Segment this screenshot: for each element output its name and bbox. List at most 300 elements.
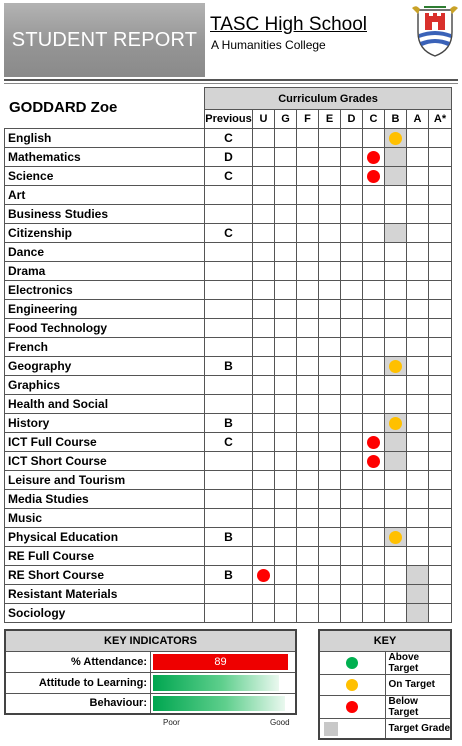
grade-cell: [429, 357, 452, 376]
subject-row: [5, 148, 452, 167]
subject-name: Graphics: [5, 376, 205, 395]
school-crest-icon: [410, 4, 460, 58]
grade-cell: [319, 547, 341, 566]
grade-cell: [429, 243, 452, 262]
grade-cell: [341, 604, 363, 623]
grade-cell: [341, 528, 363, 547]
subject-row: [5, 490, 452, 509]
grade-cell: [253, 300, 275, 319]
grade-cell: [363, 395, 385, 414]
grade-cell: [297, 547, 319, 566]
grade-cell: [341, 167, 363, 186]
subject-row: [5, 300, 452, 319]
grade-cell: [297, 604, 319, 623]
previous-grade: B: [205, 414, 253, 433]
current-grade-marker: [367, 455, 380, 468]
grade-cell: [297, 414, 319, 433]
grade-cell: [363, 167, 385, 186]
grade-cell: [253, 338, 275, 357]
grade-cell: [385, 338, 407, 357]
grade-cell: [297, 490, 319, 509]
subject-row: [5, 471, 452, 490]
scale-poor-label: Poor: [163, 718, 180, 727]
key-item: [319, 718, 451, 739]
grade-cell: [253, 604, 275, 623]
grade-cell: [275, 281, 297, 300]
grade-cell: [341, 566, 363, 585]
grade-cell: [253, 148, 275, 167]
grade-cell: [297, 262, 319, 281]
subject-name: Mathematics: [5, 148, 205, 167]
grade-cell: [407, 490, 429, 509]
target-grade-swatch: [324, 722, 338, 736]
grade-cell: [429, 300, 452, 319]
grade-cell: [253, 186, 275, 205]
grade-cell: [275, 585, 297, 604]
grade-cell: [385, 509, 407, 528]
previous-grade: [205, 471, 253, 490]
subject-name: Citizenship: [5, 224, 205, 243]
grade-cell: [275, 395, 297, 414]
target-grade-cell: [385, 148, 407, 167]
grade-cell: [253, 566, 275, 585]
grade-cell: [319, 414, 341, 433]
grade-cell: [253, 319, 275, 338]
grade-cell: [319, 452, 341, 471]
grade-cell: [407, 262, 429, 281]
grade-cell: [341, 281, 363, 300]
grade-cell: [363, 281, 385, 300]
grade-cell: [429, 414, 452, 433]
grade-cell: [297, 186, 319, 205]
school-subtitle: A Humanities College: [211, 38, 326, 52]
target-grade-cell: [407, 585, 429, 604]
grade-cell: [275, 604, 297, 623]
grade-cell: [341, 452, 363, 471]
grade-cell: [319, 205, 341, 224]
grade-cell: [363, 338, 385, 357]
grade-cell: [429, 471, 452, 490]
current-grade-marker: [367, 170, 380, 183]
column-header: A*: [429, 110, 452, 129]
grade-cell: [341, 471, 363, 490]
grade-cell: [385, 471, 407, 490]
current-grade-marker: [389, 360, 402, 373]
report-title-banner: [4, 3, 205, 77]
grade-cell: [341, 300, 363, 319]
grade-cell: [275, 129, 297, 148]
grade-cell: [363, 376, 385, 395]
grade-cell: [341, 395, 363, 414]
grade-cell: [253, 205, 275, 224]
grade-cell: [319, 528, 341, 547]
grade-cell: [429, 547, 452, 566]
target-grade-cell: [385, 528, 407, 547]
subject-row: [5, 433, 452, 452]
grade-cell: [363, 205, 385, 224]
grade-cell: [363, 509, 385, 528]
subject-row: [5, 585, 452, 604]
subject-name: Sociology: [5, 604, 205, 623]
grade-cell: [275, 224, 297, 243]
target-grade-cell: [385, 452, 407, 471]
grade-cell: [297, 205, 319, 224]
grade-cell: [253, 452, 275, 471]
grade-cell: [319, 471, 341, 490]
subject-name: Music: [5, 509, 205, 528]
report-title: STUDENT REPORT: [11, 28, 198, 51]
subject-name: Health and Social: [5, 395, 205, 414]
grade-cell: [407, 281, 429, 300]
grade-cell: [363, 357, 385, 376]
grade-cell: [297, 319, 319, 338]
grade-cell: [297, 471, 319, 490]
column-header: Previous: [205, 110, 253, 129]
grade-cell: [297, 243, 319, 262]
behaviour-label: Behaviour:: [5, 693, 151, 714]
grade-cell: [275, 433, 297, 452]
key-indicators-title: KEY INDICATORS: [5, 630, 296, 651]
current-grade-marker: [389, 132, 402, 145]
attendance-label: % Attendance:: [5, 651, 151, 672]
subject-name: History: [5, 414, 205, 433]
grade-cell: [297, 338, 319, 357]
previous-grade: C: [205, 224, 253, 243]
grade-cell: [363, 148, 385, 167]
column-header: A: [407, 110, 429, 129]
subject-name: Media Studies: [5, 490, 205, 509]
grade-cell: [253, 129, 275, 148]
key-dot-swatch: [346, 701, 358, 713]
grade-cell: [297, 300, 319, 319]
grade-cell: [407, 547, 429, 566]
subject-name: Food Technology: [5, 319, 205, 338]
previous-grade: [205, 205, 253, 224]
grade-cell: [275, 452, 297, 471]
key-indicators-panel: [4, 629, 297, 715]
previous-grade: [205, 547, 253, 566]
grade-cell: [341, 414, 363, 433]
previous-grade: C: [205, 433, 253, 452]
subject-row: [5, 452, 452, 471]
column-header: C: [363, 110, 385, 129]
grade-cell: [297, 528, 319, 547]
subject-row: [5, 604, 452, 623]
grade-cell: [275, 547, 297, 566]
grade-cell: [297, 129, 319, 148]
grade-cell: [297, 395, 319, 414]
behaviour-bar: [153, 696, 285, 712]
grade-cell: [429, 395, 452, 414]
key-label: Above Target: [385, 651, 451, 674]
column-header: D: [341, 110, 363, 129]
grade-cell: [341, 262, 363, 281]
grade-cell: [407, 243, 429, 262]
current-grade-marker: [257, 569, 270, 582]
grade-cell: [275, 205, 297, 224]
grade-cell: [363, 585, 385, 604]
grade-cell: [253, 357, 275, 376]
grade-cell: [341, 205, 363, 224]
key-label: Below Target: [385, 695, 451, 718]
grade-cell: [297, 566, 319, 585]
subject-row: [5, 167, 452, 186]
grade-cell: [407, 414, 429, 433]
grade-cell: [253, 585, 275, 604]
grade-cell: [341, 186, 363, 205]
previous-grade: C: [205, 167, 253, 186]
grade-cell: [275, 300, 297, 319]
subject-row: [5, 547, 452, 566]
grade-cell: [297, 148, 319, 167]
grade-cell: [429, 604, 452, 623]
subject-name: Dance: [5, 243, 205, 262]
target-grade-cell: [385, 357, 407, 376]
subject-row: [5, 414, 452, 433]
grade-cell: [319, 319, 341, 338]
grade-cell: [385, 262, 407, 281]
grade-cell: [429, 205, 452, 224]
grade-cell: [385, 395, 407, 414]
grade-cell: [429, 490, 452, 509]
grade-cell: [385, 604, 407, 623]
grade-cell: [275, 167, 297, 186]
grade-cell: [385, 205, 407, 224]
current-grade-marker: [389, 531, 402, 544]
grade-cell: [341, 129, 363, 148]
column-header: G: [275, 110, 297, 129]
subject-name: Geography: [5, 357, 205, 376]
subject-name: Art: [5, 186, 205, 205]
grade-cell: [253, 528, 275, 547]
grade-cell: [363, 433, 385, 452]
subject-name: RE Short Course: [5, 566, 205, 585]
grade-cell: [407, 300, 429, 319]
grade-cell: [363, 452, 385, 471]
grade-cell: [253, 281, 275, 300]
subject-name: Physical Education: [5, 528, 205, 547]
grade-cell: [385, 243, 407, 262]
grade-cell: [253, 509, 275, 528]
grade-cell: [253, 243, 275, 262]
target-grade-cell: [407, 604, 429, 623]
grade-cell: [429, 224, 452, 243]
subject-row: [5, 566, 452, 585]
grade-cell: [363, 471, 385, 490]
subject-name: Science: [5, 167, 205, 186]
grade-cell: [319, 129, 341, 148]
school-name: TASC High School: [210, 14, 367, 35]
attendance-value: 89: [214, 655, 227, 668]
grade-cell: [407, 167, 429, 186]
key-item: [319, 695, 451, 718]
grade-cell: [363, 262, 385, 281]
header-divider: [4, 79, 458, 81]
grade-cell: [363, 319, 385, 338]
grade-cell: [253, 490, 275, 509]
grade-cell: [407, 433, 429, 452]
subject-row: [5, 528, 452, 547]
grade-cell: [407, 224, 429, 243]
previous-grade: [205, 604, 253, 623]
grade-cell: [385, 376, 407, 395]
subject-name: RE Full Course: [5, 547, 205, 566]
subject-name: Resistant Materials: [5, 585, 205, 604]
subject-name: Leisure and Tourism: [5, 471, 205, 490]
grade-cell: [297, 585, 319, 604]
grade-cell: [253, 414, 275, 433]
grade-cell: [275, 319, 297, 338]
grade-cell: [275, 148, 297, 167]
grade-cell: [275, 357, 297, 376]
grade-cell: [319, 509, 341, 528]
previous-grade: [205, 452, 253, 471]
student-name: GODDARD Zoe: [9, 99, 118, 116]
previous-grade: B: [205, 528, 253, 547]
previous-grade: D: [205, 148, 253, 167]
previous-grade: [205, 395, 253, 414]
grade-cell: [341, 585, 363, 604]
grade-cell: [319, 490, 341, 509]
grade-cell: [319, 224, 341, 243]
target-grade-cell: [407, 566, 429, 585]
grade-cell: [363, 490, 385, 509]
grade-cell: [297, 357, 319, 376]
subject-name: English: [5, 129, 205, 148]
subject-row: [5, 262, 452, 281]
grade-cell: [363, 528, 385, 547]
grade-cell: [319, 148, 341, 167]
grade-cell: [363, 224, 385, 243]
target-grade-cell: [385, 129, 407, 148]
grade-cell: [407, 528, 429, 547]
grade-cell: [429, 186, 452, 205]
key-dot-swatch: [346, 679, 358, 691]
subject-name: French: [5, 338, 205, 357]
grade-cell: [429, 319, 452, 338]
attendance-bar: [153, 654, 288, 670]
grade-cell: [407, 319, 429, 338]
grade-cell: [297, 224, 319, 243]
grade-cell: [363, 243, 385, 262]
grade-cell: [429, 433, 452, 452]
grade-cell: [341, 224, 363, 243]
curriculum-grades-table: [4, 87, 452, 623]
grade-cell: [341, 338, 363, 357]
subject-row: [5, 376, 452, 395]
grade-cell: [407, 471, 429, 490]
grade-cell: [341, 509, 363, 528]
grade-cell: [363, 129, 385, 148]
grade-cell: [341, 376, 363, 395]
subject-name: Drama: [5, 262, 205, 281]
grade-cell: [275, 414, 297, 433]
grade-cell: [253, 471, 275, 490]
subject-row: [5, 281, 452, 300]
grade-cell: [319, 300, 341, 319]
grade-cell: [407, 129, 429, 148]
subject-row: [5, 243, 452, 262]
previous-grade: [205, 319, 253, 338]
grade-cell: [385, 566, 407, 585]
grade-cell: [429, 528, 452, 547]
column-header: F: [297, 110, 319, 129]
subject-row: [5, 338, 452, 357]
grade-cell: [319, 604, 341, 623]
grade-cell: [429, 509, 452, 528]
grade-cell: [341, 319, 363, 338]
grade-cell: [275, 243, 297, 262]
key-label: Target Grade: [385, 718, 451, 739]
previous-grade: [205, 300, 253, 319]
grade-cell: [429, 452, 452, 471]
grade-cell: [275, 528, 297, 547]
grade-cell: [429, 167, 452, 186]
grade-cell: [319, 338, 341, 357]
grade-cell: [363, 604, 385, 623]
target-grade-cell: [385, 167, 407, 186]
grade-cell: [341, 243, 363, 262]
grade-cell: [253, 395, 275, 414]
grade-cell: [363, 547, 385, 566]
grade-cell: [407, 338, 429, 357]
subject-row: [5, 509, 452, 528]
grade-cell: [319, 281, 341, 300]
header-divider-thin: [4, 83, 458, 84]
subject-name: ICT Short Course: [5, 452, 205, 471]
grade-cell: [319, 433, 341, 452]
previous-grade: [205, 338, 253, 357]
grade-cell: [253, 376, 275, 395]
grade-cell: [319, 186, 341, 205]
grade-cell: [319, 262, 341, 281]
target-grade-cell: [385, 224, 407, 243]
grade-cell: [275, 509, 297, 528]
grade-cell: [385, 490, 407, 509]
curriculum-grades-heading: Curriculum Grades: [205, 88, 452, 110]
scale-good-label: Good: [270, 718, 290, 727]
attitude-bar: [153, 675, 279, 691]
grade-cell: [429, 376, 452, 395]
previous-grade: [205, 376, 253, 395]
grade-cell: [253, 167, 275, 186]
grade-cell: [297, 433, 319, 452]
grade-cell: [407, 376, 429, 395]
target-grade-cell: [385, 433, 407, 452]
subject-name: Engineering: [5, 300, 205, 319]
column-header: E: [319, 110, 341, 129]
attitude-label: Attitude to Learning:: [5, 672, 151, 693]
grade-cell: [429, 338, 452, 357]
subject-row: [5, 357, 452, 376]
grade-cell: [297, 281, 319, 300]
grade-cell: [341, 148, 363, 167]
grade-cell: [407, 509, 429, 528]
subject-name: Business Studies: [5, 205, 205, 224]
grade-cell: [429, 262, 452, 281]
grade-cell: [253, 262, 275, 281]
grade-cell: [341, 547, 363, 566]
grade-cell: [253, 433, 275, 452]
grade-cell: [319, 167, 341, 186]
grade-cell: [319, 243, 341, 262]
subject-name: ICT Full Course: [5, 433, 205, 452]
grade-cell: [319, 395, 341, 414]
grade-cell: [429, 585, 452, 604]
key-item: [319, 674, 451, 695]
grade-cell: [319, 566, 341, 585]
previous-grade: [205, 186, 253, 205]
